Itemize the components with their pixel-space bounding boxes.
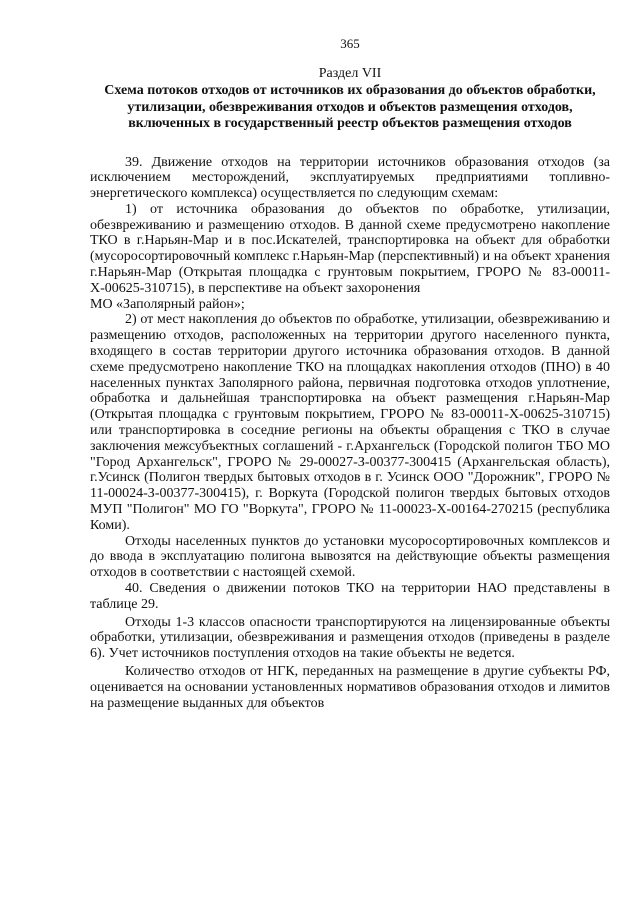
- paragraph-waste-settlements: Отходы населенных пунктов до установки мусоросортировочных комплексов и до ввода в эксплуатацию полигона вывозятся на действующие объекты размещения отходов в соответствии с настоящей схемой.: [90, 533, 610, 581]
- paragraph-hazard-classes: Отходы 1-3 классов опасности транспортируются на лицензированные объекты обработки, утилизации, обезвреживания и размещения отходов (приведены в разделе 6). Учет источников поступления отходов на такие объекты не ведется.: [90, 614, 610, 662]
- paragraph-zapolyarny: МО «Заполярный район»;: [90, 296, 245, 312]
- section-title: Раздел VII: [318, 66, 382, 81]
- section-heading: Схема потоков отходов от источников их образования до объектов обработки, утилизации, обезвреживания отходов и объектов размещения отходов, включенных в государственный реестр объектов размещения отходов: [104, 83, 596, 131]
- paragraph-scheme-1: 1) от источника образования до объектов по обработке, утилизации, обезвреживанию и размещению отходов. В данной схеме предусмотрено накопление ТКО в г.Нарьян-Мар и в пос.Искателей, транспортировка на объект для обработки (мусоросортировочный комплекс г.Нарьян-Мар (перспективный) и на объект хранения г.Нарьян-Мар (Открытая площадка с грунтовым покрытием, ГРОРО № 83-00011-Х-00625-310715), в перспективе на объект захоронения: [90, 201, 610, 296]
- paragraph-40: 40. Сведения о движении потоков ТКО на территории НАО представлены в таблице 29.: [90, 581, 610, 612]
- paragraph-ngk-waste: Количество отходов от НГК, переданных на размещение в другие субъекты РФ, оценивается на основании установленных нормативов образования отходов и лимитов на размещение выданных для объектов: [90, 664, 610, 711]
- document-page: [90, 36, 610, 711]
- paragraph-39: 39. Движение отходов на территории источников образования отходов (за исключением месторождений, эксплуатируемых предприятиями топливно-энергетического комплекса) осуществляется по следующим схемам:: [90, 154, 610, 202]
- paragraph-scheme-2: 2) от мест накопления до объектов по обработке, утилизации, обезвреживанию и размещению отходов, расположенных на территории другого населенного пункта, входящего в состав территории другого источника образования отходов. В данной схеме предусмотрено накопление ТКО на площадках накопления отходов (ПНО) в 40 населенных пунктах Заполярного района, первичная подготовка отходов уплотнение, обработка и дальнейшая транспортировка на объект размещения г.Нарьян-Мар (Открытая площадка с грунтовым покрытием, ГРОРО № 83-00011-Х-00625-310715) или транспортировка в соседние регионы на объекты обращения с ТКО в случае заключения межсубъектных соглашений - г.Архангельск (Городской полигон ТБО МО "Город Архангельск", ГРОРО № 29-00027-З-00377-300415 (Архангельская область), г.Усинск (Полигон твердых бытовых отходов в г. Усинск ООО "Дорожник", ГРОРО № 11-00024-З-00377-300415), г. Воркута (Городской полигон твердых бытовых отходов МУП "Полигон" МО ГО "Воркута", ГРОРО № 11-00023-Х-00164-270215 (республика Коми).: [90, 312, 610, 533]
- page-number: 365: [340, 36, 360, 51]
